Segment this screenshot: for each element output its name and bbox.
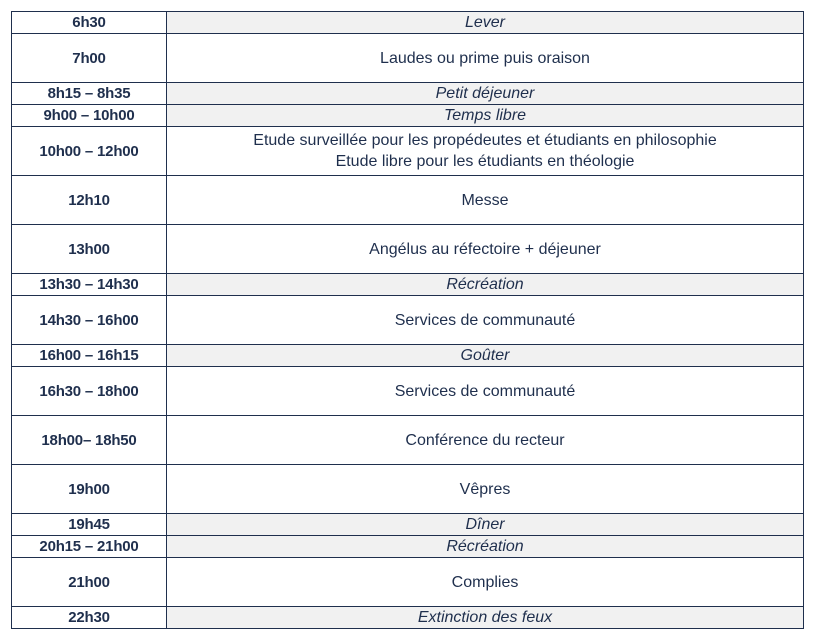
time-cell: 8h15 – 8h35: [12, 83, 167, 105]
activity-cell: [167, 127, 804, 176]
activity-cell: [167, 34, 804, 83]
activity-text: Vêpres: [459, 480, 511, 498]
activity-cell: [167, 225, 804, 274]
activity-cell: [167, 416, 804, 465]
schedule-row: [12, 416, 804, 465]
activity-cell: [167, 176, 804, 225]
activity-cell: [167, 83, 804, 105]
time-cell: 16h00 – 16h15: [12, 345, 167, 367]
activity-text: Extinction des feux: [417, 609, 553, 626]
activity-cell: [167, 514, 804, 536]
activity-text: Temps libre: [443, 107, 527, 124]
activity-text: Services de communauté: [394, 382, 576, 400]
time-cell: 16h30 – 18h00: [12, 367, 167, 416]
activity-cell: [167, 465, 804, 514]
schedule-row: [12, 105, 804, 127]
schedule-body: [12, 12, 804, 629]
activity-text: Complies: [451, 573, 519, 591]
schedule-row: [12, 345, 804, 367]
time-cell: 22h30: [12, 607, 167, 629]
activity-text: Récréation: [446, 276, 524, 293]
activity-cell: [167, 558, 804, 607]
time-cell: 6h30: [12, 12, 167, 34]
time-cell: 21h00: [12, 558, 167, 607]
time-cell: 13h30 – 14h30: [12, 274, 167, 296]
activity-text: Angélus au réfectoire + déjeuner: [369, 240, 601, 258]
schedule-row: [12, 34, 804, 83]
time-cell: 13h00: [12, 225, 167, 274]
time-cell: 14h30 – 16h00: [12, 296, 167, 345]
schedule-row: [12, 274, 804, 296]
activity-cell: [167, 105, 804, 127]
schedule-row: [12, 12, 804, 34]
time-cell: 19h00: [12, 465, 167, 514]
schedule-row: [12, 127, 804, 176]
time-cell: 9h00 – 10h00: [12, 105, 167, 127]
activity-text: Services de communauté: [394, 311, 576, 329]
activity-text: Récréation: [446, 538, 524, 555]
activity-cell: [167, 274, 804, 296]
activity-cell: [167, 345, 804, 367]
time-cell: 12h10: [12, 176, 167, 225]
activity-text: Petit déjeuner: [435, 85, 535, 102]
activity-cell: [167, 536, 804, 558]
activity-text: Dîner: [465, 516, 505, 533]
activity-text: Etude surveillée pour les propédeutes et étudiants en philosophie: [253, 132, 717, 149]
schedule-row: [12, 367, 804, 416]
schedule-row: [12, 536, 804, 558]
activity-text: Conférence du recteur: [405, 431, 565, 449]
schedule-row: [12, 558, 804, 607]
activity-text: Messe: [461, 191, 509, 209]
activity-cell: [167, 296, 804, 345]
schedule-row: [12, 225, 804, 274]
schedule-row: [12, 465, 804, 514]
time-cell: 20h15 – 21h00: [12, 536, 167, 558]
activity-cell: [167, 607, 804, 629]
schedule-row: [12, 607, 804, 629]
activity-text: Lever: [464, 14, 506, 31]
activity-text: Laudes ou prime puis oraison: [380, 49, 590, 67]
daily-schedule-table: [11, 11, 804, 629]
time-cell: 18h00– 18h50: [12, 416, 167, 465]
activity-cell: [167, 12, 804, 34]
time-cell: 10h00 – 12h00: [12, 127, 167, 176]
schedule-row: [12, 514, 804, 536]
time-cell: 19h45: [12, 514, 167, 536]
time-cell: 7h00: [12, 34, 167, 83]
schedule-row: [12, 83, 804, 105]
schedule-row: [12, 296, 804, 345]
activity-text: Etude libre pour les étudiants en théologie: [335, 153, 635, 170]
activity-text: Goûter: [460, 347, 510, 364]
schedule-row: [12, 176, 804, 225]
activity-cell: [167, 367, 804, 416]
